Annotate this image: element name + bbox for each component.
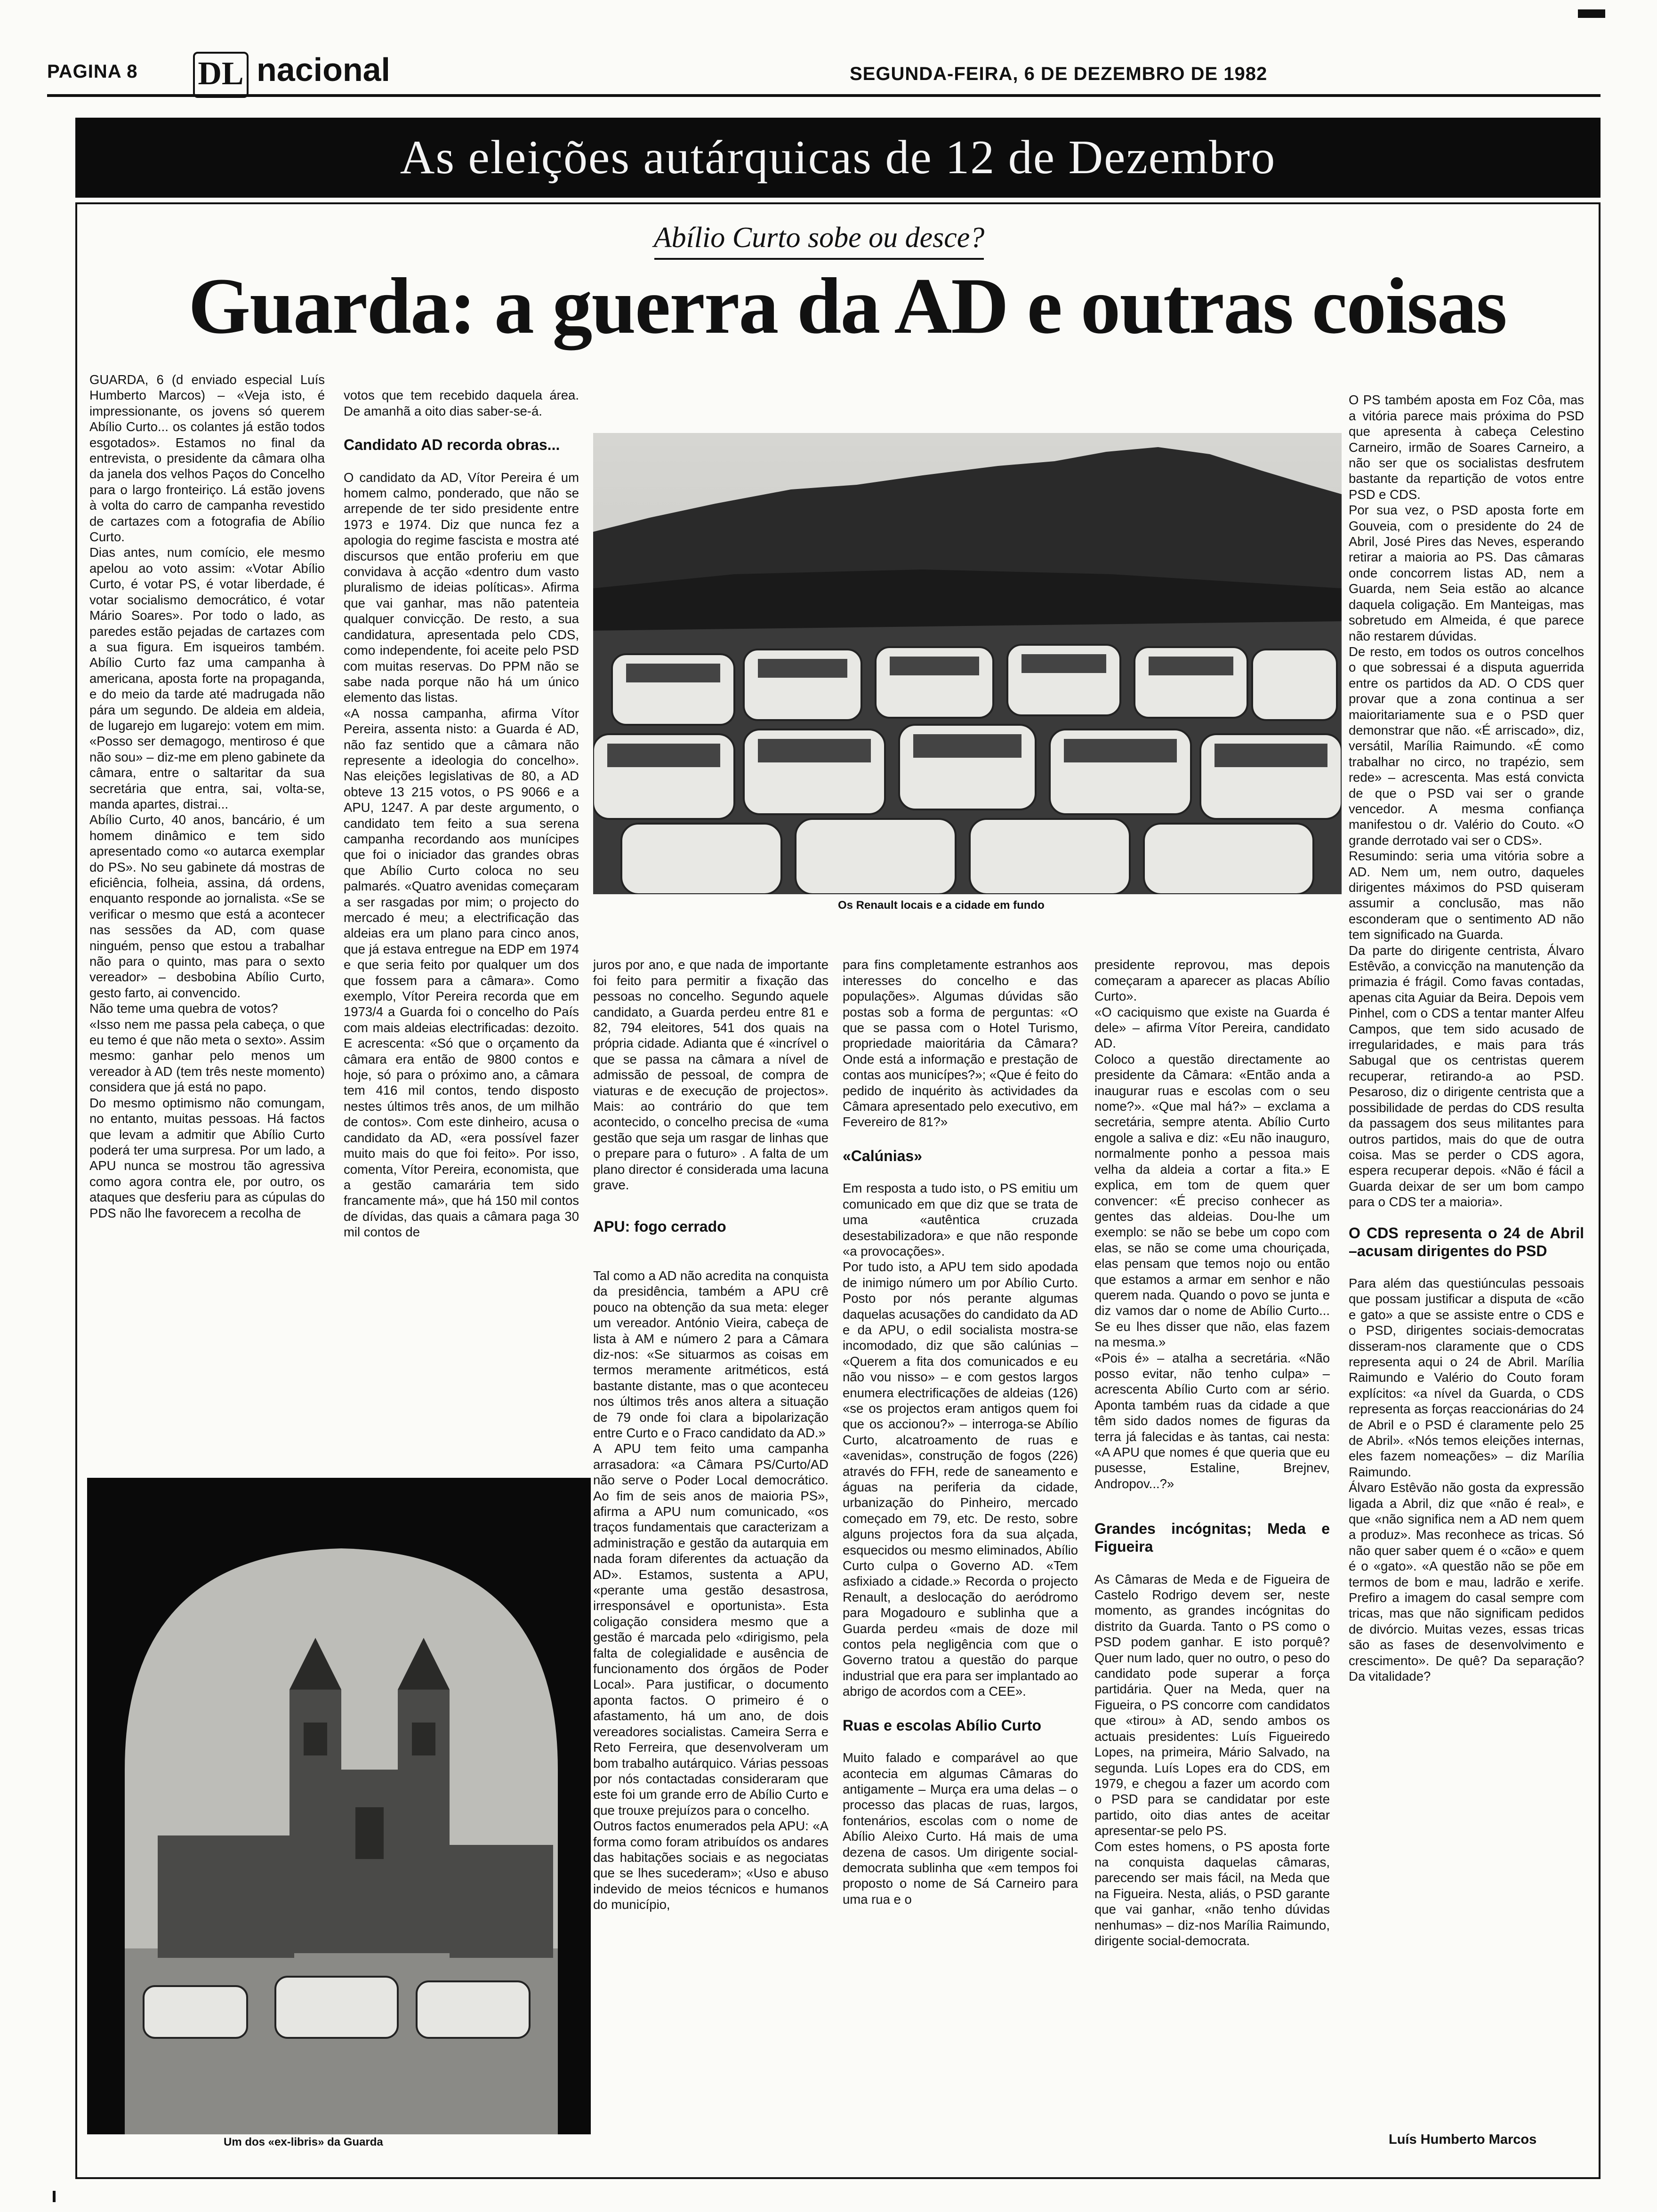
col6-intro: O PS também aposta em Foz Côa, mas a vitória parece mais próxima do PSD que apresenta à cabeça Celestino Carneiro, irmão de Soares Carneiro, a não ser que os socialistas desfrutem bastante da repartição de votos entre PSD e CDS. Por sua vez, o PSD aposta forte em Gouveia, com o presidente do 24 de Abril, José Pires das Neves, esperando retirar a maioria ao PS. Das câmaras onde concorrem listas AD, nem a Guarda, nem Seia estão ao alcance daquela coligação. Em Manteigas, mas sobretudo em Almeida, é que parece não restarem dúvidas. De resto, em todos os outros concelhos o que sobressai é a disputa aguerrida entre os partidos da AD. O CDS quer provar que a zona continua a ser maioritariamente sua e o PSD quer demonstrar que não. «É arriscado», diz, versátil, Marília Raimundo. «É como trabalhar no circo, no trapézio, sem rede» – acrescenta. Mas está convicta de que o PSD vai ser o grande vencedor. A mesma confiança manifestou o dr. Valério do Couto. «O grande derrotado vai ser o CDS». Resumindo: seria uma vitória sobre a AD. Nem um, nem outro, daqueles dirigentes máximos do PSD quiseram assumir a conclusão, mas não esconderam que o sentimento AD não tem significado na Guarda. Da parte do dirigente centrista, Álvaro Estêvão, a convicção na manutenção da primazia é frágil. Como favas contadas, apenas cita Aguiar da Beira. Depois vem Pinhel, com o CDS a tentar manter Alfeu Campos, que tem sido acusado de irregularidades, e mais para trás Sabugal que os centristas querem recuperar, retirando-a ao PSD. Pesaroso, diz o dirigente centrista que a possibilidade de perdas do CDS resulta da passagem dos seus militantes para outros partidos, mais do que de outra coisa. Mas se perder o CDS agora, espera recuperar depois. «Não é fácil a Guarda deixar de ser um bom campo para o CDS ter a maioria». bbox=[1349, 393, 1584, 1210]
bottom-margin-mark bbox=[53, 2191, 56, 2202]
issue-date: SEGUNDA-FEIRA, 6 DE DEZEMBRO DE 1982 bbox=[850, 64, 1268, 84]
subhead-candidato-ad: Candidato AD recorda obras... bbox=[344, 436, 560, 454]
col4-intro: para fins completamente estranhos aos interesses do concelho e das populações». Algumas dúvidas são postas sob a forma de perguntas: «O que se passa com o Hotel Turismo, propriedade maioritária da Câmara? Onde está a informação e prestação de contas aos municípes?»; «Que é feito do pedido de inquérito às actividades da Câmara apresentado pelo executivo, em Fevereiro de 81?» bbox=[843, 957, 1078, 1130]
col4-end: Muito falado e comparável ao que acontecia em algumas Câmaras do antigamente – Murça era uma delas – o processo das placas de ruas, largos, fontenários, escolas com o nome de Abílio Aleixo Curto. Há mais de uma dezena de casos. Um dirigente social-democrata sublinha que «em tempos foi proposto o nome de Sá Carneiro para uma rua e o bbox=[843, 1750, 1078, 1907]
col3-intro: juros por ano, e que nada de importante foi feito para permitir a fixação das pessoas no concelho. Segundo aquele candidato, a Guarda perdeu entre 81 e 82, 794 eleitores, 541 dos quais na própria cidade. Adianta que é «incrível o que se passa na câmara a nível de admissão de pessoal, de compra de viaturas e de execução de projectos». Mais: ao contrário do que tem acontecido, o concelho precisa de «uma gestão que seja um rasgar de linhas que o prepare para o futuro» . A falta de um plano director é considerada uma lacuna grave. bbox=[593, 957, 828, 1193]
col4-body: Em resposta a tudo isto, o PS emitiu um comunicado em que diz que se trata de uma «autêntica cruzada desestabilizadora» e que não responde «a provocações». Por tudo isto, a APU tem sido apodada de inimigo número um por Abílio Curto. Posto por nós perante algumas daquelas acusações do candidato da AD e da APU, o edil socialista mostra-se incomodado, diz que são calúnias – «Querem a fita dos comunicados e eu não vou nisso» – e com gestos largos enumera electrificações de aldeias (126) «se os projectos eram antigos quem foi que os accionou?» – interroga-se Abílio Curto, alcatroamento de ruas e «avenidas», construção de fogos (226) através do FFH, rede de saneamento e águas na periferia da cidade, urbanização do Pinheiro, mercado começado em 79, etc. De resto, sobre alguns projectos fora da sua alçada, esquecidos ou mesmo eliminados, Abílio Curto culpa o Governo AD. «Tem asfixiado a cidade.» Recorda o projecto Renault, a deslocação do aeródromo para Mogadouro e sublinha que a Guarda perdeu «mais de doze mil contos pela negligência com que o Governo tratou a questão do parque industrial que era para ser implantado ao abrigo de acordos com a CEE». bbox=[843, 1181, 1078, 1699]
photo-cathedral bbox=[87, 1478, 591, 2134]
article-kicker: Abílio Curto sobe ou desce? bbox=[653, 222, 985, 254]
subhead-cds-24-abril: O CDS representa o 24 de Abril –acusam dirigentes do PSD bbox=[1349, 1224, 1584, 1259]
photo-cars-city-image bbox=[593, 433, 1342, 894]
photo-caption-bottom: Um dos «ex-libris» da Guarda bbox=[224, 2136, 383, 2148]
col5-body: As Câmaras de Meda e de Figueira de Castelo Rodrigo devem ser, neste momento, as grandes incógnitas do distrito da Guarda. Tanto o PS como o PSD podem ganhar. E isto porquê? Quer num lado, quer no outro, o peso do candidato pode superar a força partidária. Quer na Meda, quer na Figueira, o PS concorre com candidatos que «tirou» à AD, sendo ambos os actuais presidentes: Luís Figueiredo Lopes, na primeira, Mário Salvado, na segunda. Luís Lopes era do CDS, em 1979, e chegou a fazer um acordo com o PSD para se candidatar por este partido, oito dias antes de aceitar apresentar-se pelo PS. Com estes homens, o PS aposta forte na conquista daquelas câmaras, parecendo ser mais fácil, na Meda que na Figueira. Nesta, aliás, o PSD garante que vai ganhar, «não tenho dúvidas nenhumas» – diz-nos Marília Raimundo, dirigente social-democrata. bbox=[1094, 1571, 1330, 1948]
col6-body: Para além das questiúnculas pessoais que possam justificar a disputa de «cão e gato» a que se assiste entre o CDS e o PSD, dirigentes sociais-democratas disseram-nos claramente que o CDS representa aqui o 24 de Abril. Marília Raimundo e Valério do Couto foram explícitos: «a nível da Guarda, o CDS representa as forças reaccionárias do 24 de Abril e o PSD é claramente pelo 25 de Abril». «Nós temos eleições internas, eles fazem nomeações» – diz Marília Raimundo. Álvaro Estêvão não gosta da expressão ligada a Abril, diz que «não é real», e que «não significa nem a AD nem quem a produz». Mas reconhece as tricas. Só não quer saber quem é o «cão» e quem é o «gato». «A questão não se põe em termos de bom e mau, ladrão e xerife. Prefiro a imagem do casal sempre com tricas, mas que não significam pedidos de divórcio. Muitas vezes, essas tricas são as fases de desenvolvimento e crescimento». De quê? Da separação? Da vitalidade? bbox=[1349, 1275, 1584, 1684]
photo-caption-top: Os Renault locais e a cidade em fundo bbox=[838, 899, 1045, 912]
text-column-1: GUARDA, 6 (d enviado especial Luís Humberto Marcos) – «Veja isto, é impressionante, os jovens só querem Abílio Curto... os colantes já estão todos esgotados». Estamos no final da entrevista, o presidente da câmara olha da janela dos velhos Paços do Concelho para o largo fronteiriço. Lá estão jovens à volta do carro de campanha revestido de cartazes com a fotografia de Abílio Curto. Dias antes, num comício, ele mesmo apelou ao voto assim: «Votar Abílio Curto, é votar PS, é votar liberdade, é votar socialismo democrático, é votar Mário Soares». Por todo o lado, as paredes estão pejadas de cartazes com a sua figura. Em isqueiros também. Abílio Curto faz uma campanha à americana, aposta forte na propaganda, e do meio da tarde até madrugada não pára um segundo. De aldeia em aldeia, de lugarejo em lugarejo: votem em mim. «Posso ser demagogo, mentiroso é que não sou» – diz-me em pleno gabinete da câmara, entre o saltaritar da sua secretária que entra, sai, volta-se, manda apartes, distrai... Abílio Curto, 40 anos, bancário, é um homem dinâmico e tem sido apresentado como «o autarca exemplar do PS». No seu gabinete dá mostras de eficiência, folheia, assina, dá ordens, enquanto responde ao jornalista. «Se se verificar o mesmo que está a acontecer nas sessões da AD, com quase ninguém, penso que estou a trabalhar não para o quinto, mas para o sexto vereador» – desbobina Abílio Curto, gesto farto, ai convencido. Não teme uma quebra de votos? «Isso nem me passa pela cabeça, o que eu temo é que não meta o sexto». Assim mesmo: ganhar pelo menos um vereador à AD (tem três neste momento) considera que já está no papo. Do mesmo optimismo não comungam, no entanto, muitas pessoas. Há factos que levam a admitir que Abílio Curto poderá ter uma surpresa. Por um lado, a APU nunca se mostrou tão agressiva como agora contra ele, por outro, os ataques que desferiu para as cúpulas do PDS não lhe favorecem a recolha de bbox=[89, 372, 325, 1220]
text-column-3 bbox=[593, 941, 828, 1913]
subhead-ruas-escolas: Ruas e escolas Abílio Curto bbox=[843, 1716, 1042, 1734]
col5-intro: presidente reprovou, mas depois começaram a aparecer as placas Abílio Curto». «O caciquismo que existe na Guarda é dele» – afirma Vítor Pereira, candidato AD. Coloco a questão directamente ao presidente da Câmara: «Então anda a inaugurar ruas e escolas com o seu nome?». «Que mal há?» – exclama a secretária, sempre atenta. Abílio Curto engole a saliva e diz: «Eu não inauguro, normalmente ponho a pessoa mais velha da aldeia a cortar a fita.» E explica, em tom de quem quer convencer: «É preciso conhecer as gentes das aldeias. Dou-lhe um exemplo: se não se bebe um copo com elas, se não se come uma chouriçada, elas pensam que temos nojo ou então que estamos a armar em senhor e não querem nada. Quando o povo se junta e diz vamos dar o nome de Abílio Curto... Se eu lhes disser que não, elas fazem na mesma.» «Pois é» – atalha a secretária. «Não posso evitar, não tenho culpa» – acrescenta Abílio Curto com ar sério. Aponta também ruas da cidade a que têm sido dados nomes de figuras da terra já falecidas e às tantas, cai nesta: «A APU que nomes é que queria que eu pusesse, Estaline, Brejnev, Andropov...?» bbox=[1094, 957, 1330, 1491]
text-column-2 bbox=[344, 372, 579, 1240]
header-rule bbox=[47, 94, 1601, 97]
section-title: nacional bbox=[257, 51, 390, 88]
col2-body: O candidato da AD, Vítor Pereira é um homem calmo, ponderado, que não se arrepende de ter sido presidente entre 1973 e 1974. Diz que nunca fez a apologia do regime fascista e mostra até discursos que então proferiu em que convidava à acção «dentro dum vasto pluralismo de ideias políticas». Afirma que vai ganhar, mas não patenteia qualquer convicção. De resto, a sua candidatura, apresentada pelo CDS, como independente, foi aceite pelo PSD com muitas reservas. Do PPM não se sabe nada porque não há um único elemento das listas. «A nossa campanha, afirma Vítor Pereira, assenta nisto: a Guarda é AD, não faz sentido que a câmara não represente a ideologia do concelho». Nas eleições legislativas de 80, a AD obteve 13 215 votos, o PS 9066 e a APU, 1247. A par deste argumento, o candidato tem feito a sua serena campanha recordando aos munícipes que foi o iniciador das grandes obras que Abílio Curto coloca no seu palmarés. «Quatro avenidas começaram a ser rasgadas por mim; o projecto do mercado é meu; a electrificação das aldeias era um plano para cinco anos, que já estava entregue na EDP em 1974 e que seria feito por qualquer um dos que fossem para a câmara». Como exemplo, Vítor Pereira recorda que em 1973/4 a Guarda foi o concelho do País com mais aldeias electrificadas: dezoito. E acrescenta: «Só que o orçamento da câmara era então de 9800 contos e hoje, só para o próximo ano, a câmara tem 416 mil contos, tendo disposto nestes últimos três anos, de um milhão de contos». Com este dinheiro, acusa o candidato da AD, «era possível fazer muito mais do que foi feito». Por isso, comenta, Vítor Pereira, economista, que a gestão camarária tem sido francamente má», que há 150 mil contos de dívidas, das quais a câmara paga 30 mil contos de bbox=[344, 470, 579, 1240]
photo-cathedral-image bbox=[87, 1478, 591, 2134]
page-number: PAGINA 8 bbox=[47, 61, 138, 82]
text-column-5 bbox=[1094, 941, 1330, 1948]
article-byline: Luís Humberto Marcos bbox=[1389, 2132, 1537, 2147]
photo-cars-city bbox=[593, 433, 1342, 894]
subhead-calunias: «Calúnias» bbox=[843, 1147, 922, 1164]
top-right-mark bbox=[1578, 9, 1605, 18]
text-column-6 bbox=[1349, 377, 1584, 1684]
col2-intro: votos que tem recebido daquela área. De amanhã a oito dias saber-se-á. bbox=[344, 388, 579, 418]
text-column-4 bbox=[843, 941, 1078, 1907]
col3-body: Tal como a AD não acredita na conquista da presidência, também a APU crê pouco na obtenção da sua meta: eleger um vereador. António Vieira, cabeça de lista à AM e número 2 para a Câmara diz-nos: «Se situarmos as coisas em termos meramente aritméticos, está bastante distante, mas o que aconteceu nos últimos três anos altera a situação de 79 onde foi clara a bipolarização entre Curto e o Fraco candidato da AD.» A APU tem feito uma campanha arrasadora: «a Câmara PS/Curto/AD não serve o Poder Local democrático. Ao fim de seis anos de maioria PS», afirma a APU num comunicado, «os traços fundamentais que caracterizam a administração e gestão da autarquia em nada foram diferentes da actuação da AD». Estamos, sustenta a APU, «perante uma gestão desastrosa, irresponsável e oportunista». Esta coligação considera mesmo que a gestão é marcada pelo «dirigismo, pela falta de colegialidade e ausência de funcionamento dos órgãos de Poder Local». Para justificar, o documento aponta factos. O primeiro é o afastamento, há um ano, de dois vereadores socialistas. Cameira Serra e Reto Ferreira, que desenvolveram um bom trabalho autárquico. Várias pessoas por nós contactadas consideraram que este foi um grande erro de Abílio Curto e que trouxe prejuízos para o concelho. Outros factos enumerados pela APU: «A forma como foram atribuídos os andares das habitações sociais e as negociatas que se lhes sucederam»; «Uso e abuso indevido de meios técnicos e humanos do município, bbox=[593, 1268, 828, 1912]
newspaper-logo: DL bbox=[193, 52, 249, 98]
kicker-underline bbox=[654, 258, 984, 260]
subhead-apu: APU: fogo cerrado bbox=[593, 1218, 726, 1235]
subhead-grandes-incognitas: Grandes incógnitas; Meda e Figueira bbox=[1094, 1520, 1330, 1555]
article-headline: Guarda: a guerra da AD e outras coisas bbox=[188, 262, 1506, 350]
banner-title: As eleições autárquicas de 12 de Dezembro bbox=[400, 131, 1276, 184]
